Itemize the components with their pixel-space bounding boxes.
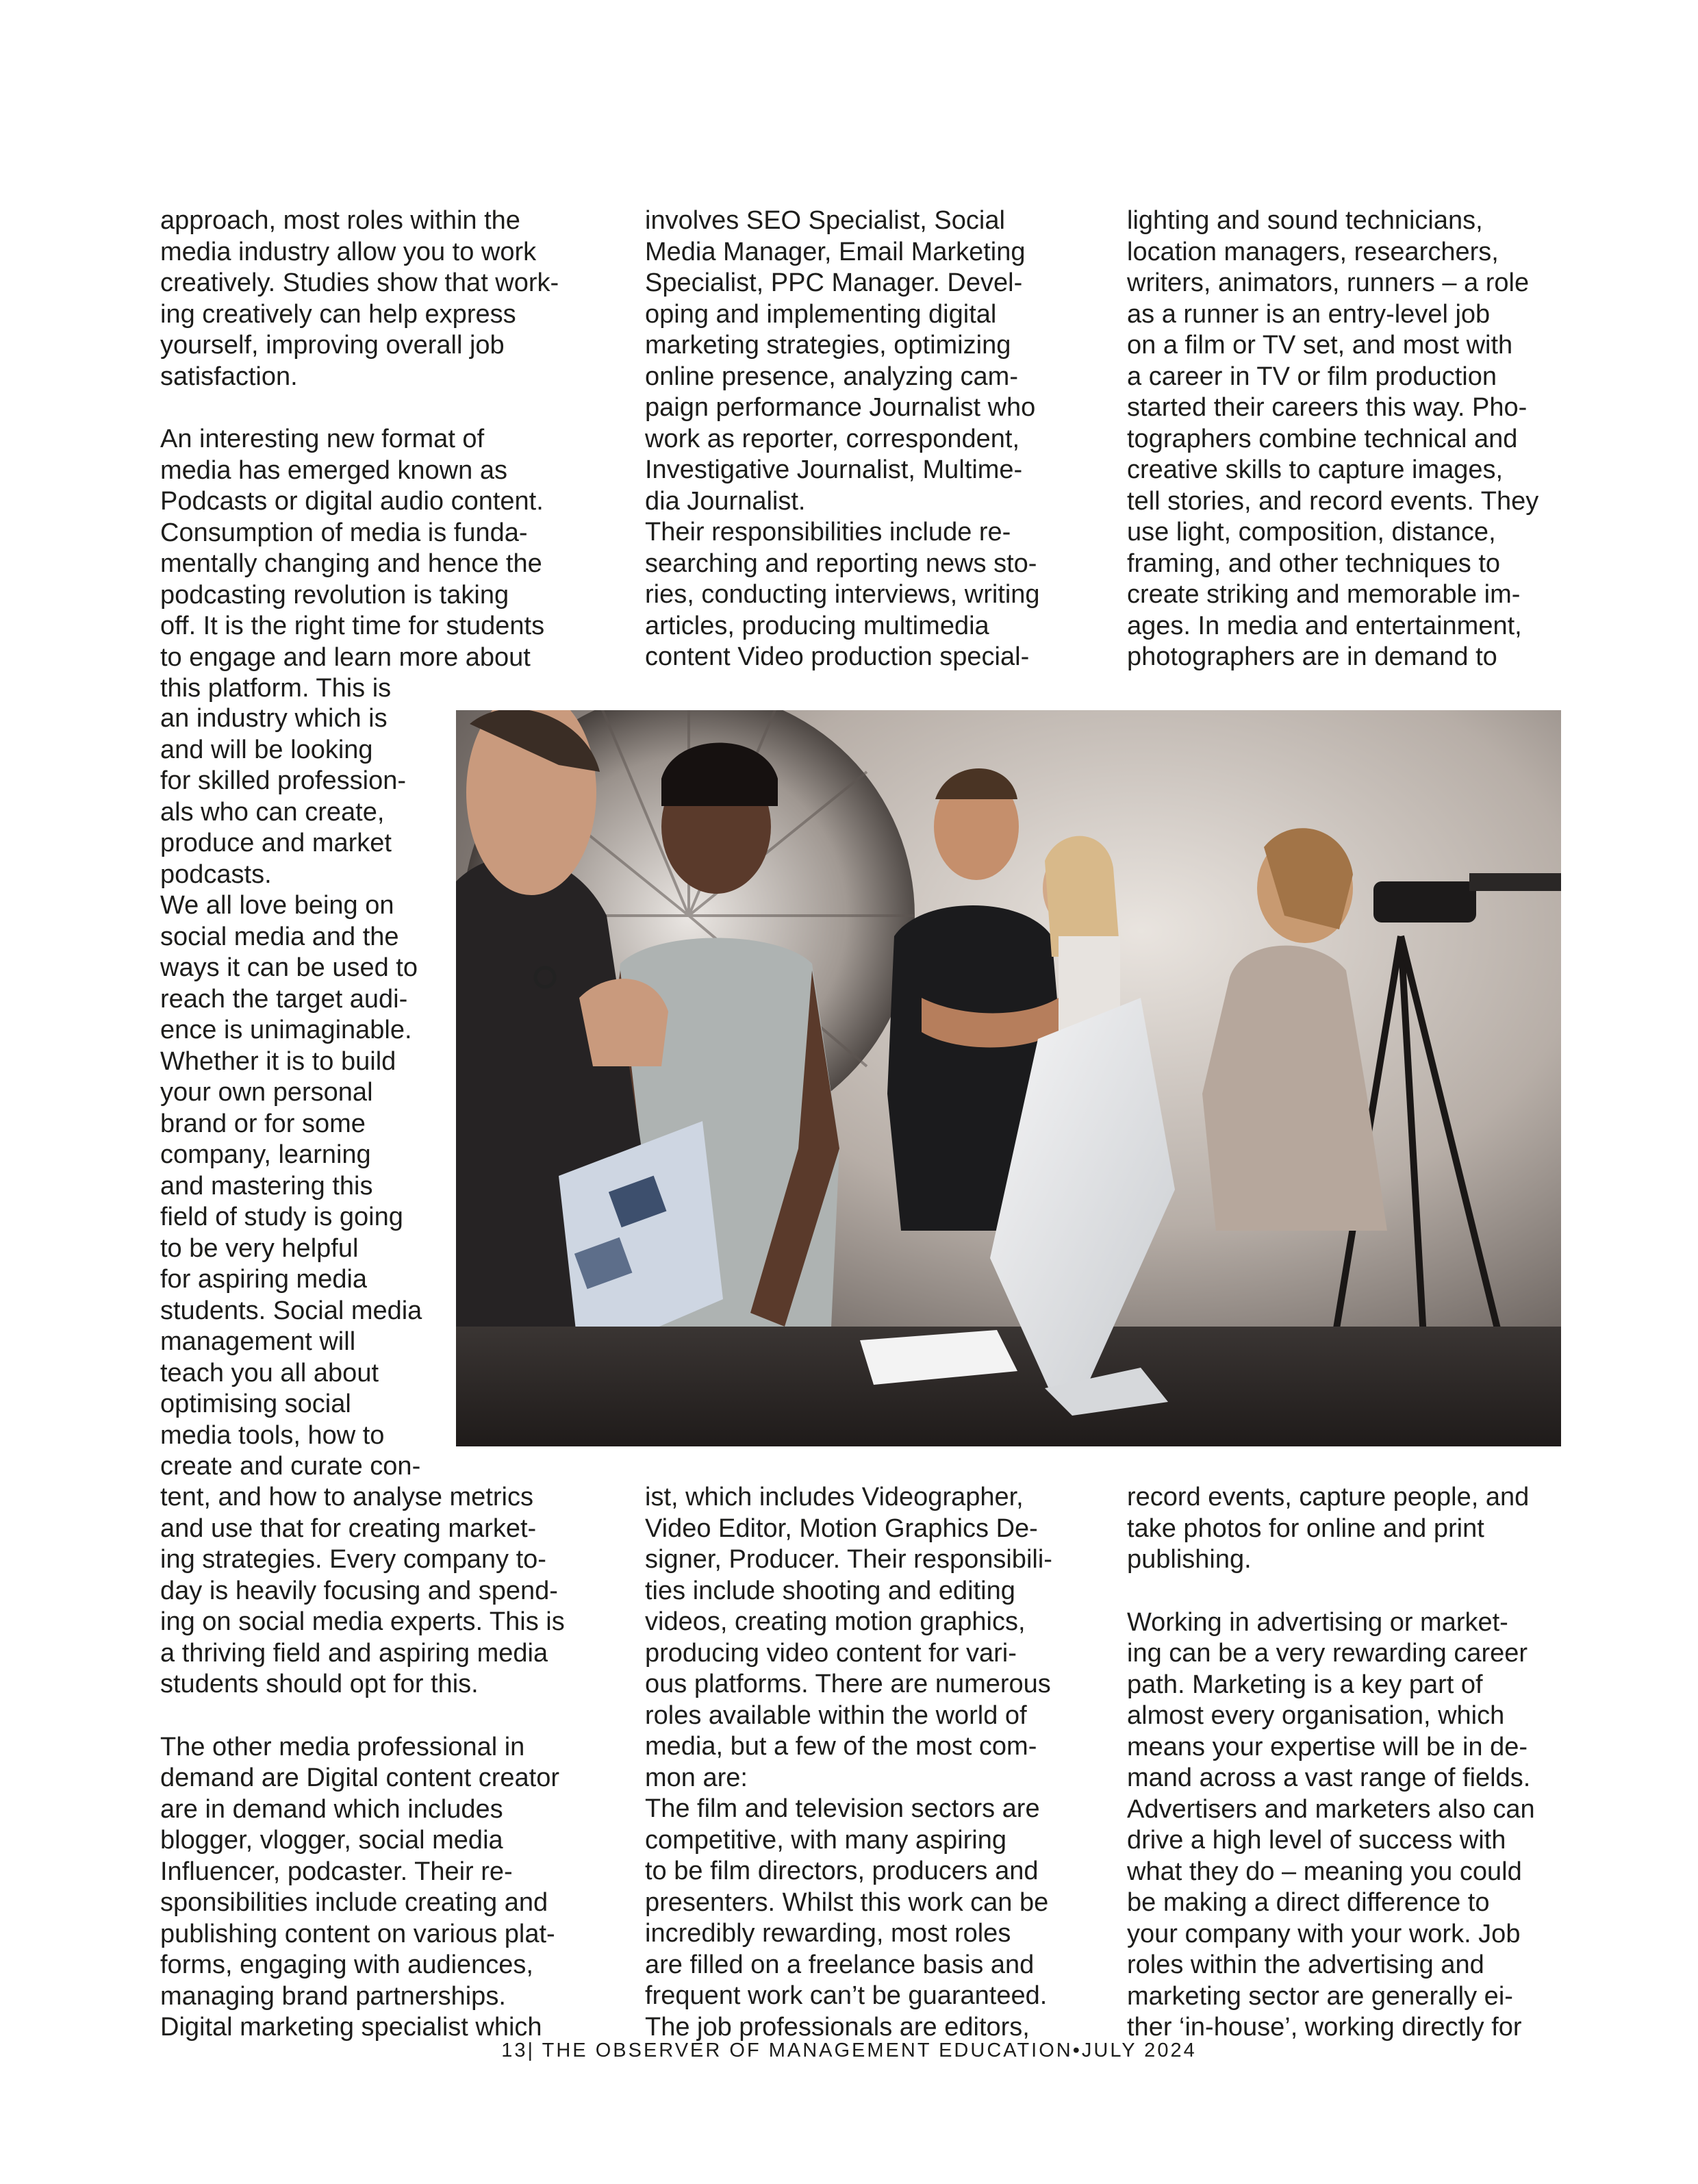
text-line: Video Editor, Motion Graphics De- [645, 1514, 1038, 1543]
text-line: sponsibilities include creating and [160, 1888, 548, 1917]
footer-separator: | [527, 2039, 535, 2061]
text-line: for skilled profession- [160, 766, 407, 795]
text-line: Digital marketing specialist which [160, 2013, 542, 2042]
text-line: to be very helpful [160, 1233, 359, 1263]
text-line: als who can create, [160, 797, 385, 827]
text-line: yourself, improving overall job [160, 331, 505, 360]
text-line: demand are Digital content creator [160, 1763, 559, 1792]
text-line: brand or for some [160, 1109, 366, 1138]
text-line: media industry allow you to work [160, 237, 537, 266]
column-1-bottom [160, 1482, 598, 2044]
paragraph [160, 1482, 598, 1700]
page-number: 13 [501, 2039, 528, 2061]
text-line: presenters. Whilst this work can be [645, 1887, 1049, 1917]
paragraph [645, 1794, 1090, 2043]
paragraph [645, 517, 1090, 673]
studio-photo-illustration [456, 710, 1561, 1446]
text-line: podcasts. [160, 859, 272, 889]
text-line: paign performance Journalist who [645, 393, 1036, 422]
text-line: Specialist, PPC Manager. Devel- [645, 268, 1023, 297]
text-line: An interesting new format of [160, 425, 485, 453]
text-line: satisfaction. [160, 362, 298, 391]
text-line: ages. In media and entertainment, [1127, 611, 1522, 640]
text-line: students. Social media [160, 1296, 422, 1325]
column-3-bottom [1127, 1482, 1572, 2044]
paragraph [645, 1482, 1090, 1794]
text-line: competitive, with many aspiring [645, 1825, 1006, 1855]
text-line: photographers are in demand to [1127, 642, 1497, 671]
text-line: use light, composition, distance, [1127, 518, 1496, 547]
text-line: reach the target audi- [160, 984, 408, 1014]
text-line: publishing content on various plat- [160, 1919, 555, 1948]
text-line: field of study is going [160, 1203, 403, 1231]
text-line: students should opt for this. [160, 1670, 479, 1698]
text-line: tographers combine technical and [1127, 424, 1518, 453]
text-line: tell stories, and record events. They [1127, 486, 1539, 516]
text-line: create and curate con- [160, 1452, 421, 1481]
text-line: and use that for creating market- [160, 1514, 537, 1543]
text-line: lighting and sound technicians, [1127, 206, 1483, 235]
text-line: are in demand which includes [160, 1794, 503, 1824]
text-line: means your expertise will be in de- [1127, 1732, 1528, 1761]
text-line: day is heavily focusing and spend- [160, 1576, 558, 1605]
text-line: Media Manager, Email Marketing [645, 237, 1026, 266]
text-line: Influencer, podcaster. Their re- [160, 1857, 513, 1886]
text-line: We all love being on [160, 891, 394, 920]
text-line: Consumption of media is funda- [160, 518, 528, 547]
text-line: media tools, how to [160, 1420, 385, 1450]
paragraph [1127, 205, 1572, 673]
text-line: teach you all about [160, 1358, 379, 1388]
text-line: Podcasts or digital audio content. [160, 487, 544, 516]
text-line: a career in TV or film production [1127, 362, 1497, 391]
text-line: producing video content for vari- [645, 1638, 1017, 1668]
text-line: ries, conducting interviews, writing [645, 580, 1040, 609]
text-line: what they do – meaning you could [1127, 1857, 1522, 1886]
text-line: optimising social [160, 1390, 351, 1418]
text-line: The job professionals are editors, [645, 2012, 1030, 2042]
text-line: writers, animators, runners – a role [1127, 268, 1530, 297]
text-line: record events, capture people, and [1127, 1483, 1530, 1511]
text-line: be making a direct difference to [1127, 1888, 1490, 1917]
text-line: media, but a few of the most com- [645, 1732, 1037, 1761]
text-line: media has emerged known as [160, 455, 507, 485]
studio-photo [456, 710, 1561, 1446]
text-line: an industry which is [160, 704, 388, 733]
text-line: produce and market [160, 829, 392, 857]
column-1-wrap-beside-photo [160, 703, 455, 1483]
text-line: on a film or TV set, and most with [1127, 331, 1513, 360]
text-line: mand across a vast range of fields. [1127, 1763, 1531, 1792]
text-line: oping and implementing digital [645, 299, 997, 329]
text-line: The film and television sectors are [645, 1794, 1040, 1823]
text-line: ing strategies. Every company to- [160, 1545, 546, 1574]
text-line: management will [160, 1327, 356, 1356]
column-3-top [1127, 205, 1572, 673]
text-line: ways it can be used to [160, 953, 418, 982]
text-line: roles within the advertising and [1127, 1950, 1484, 1979]
text-line: forms, engaging with audiences, [160, 1950, 533, 1979]
text-line: Whether it is to build [160, 1046, 396, 1076]
text-line: Their responsibilities include re- [645, 518, 1011, 547]
paragraph [1127, 1607, 1572, 2044]
text-line: started their careers this way. Pho- [1127, 393, 1528, 422]
page-footer [0, 2039, 1698, 2062]
paragraph [1127, 1482, 1572, 1576]
text-line: as a runner is an entry-level job [1127, 299, 1491, 329]
text-line: incredibly rewarding, most roles [645, 1919, 1011, 1948]
text-line: ence is unimaginable. [160, 1016, 412, 1044]
text-line: creative skills to capture images, [1127, 455, 1504, 484]
text-line: ing on social media experts. This is [160, 1607, 565, 1636]
paragraph [160, 1732, 598, 2044]
column-2-bottom [645, 1482, 1090, 2043]
issue-date: JULY 2024 [1081, 2039, 1197, 2061]
text-line: ing can be a very rewarding career [1127, 1639, 1528, 1668]
text-line: almost every organisation, which [1127, 1701, 1505, 1730]
text-line: marketing strategies, optimizing [645, 331, 1011, 360]
text-line: marketing sector are generally ei- [1127, 1981, 1513, 2011]
text-line: location managers, researchers, [1127, 237, 1499, 266]
text-line: videos, creating motion graphics, [645, 1607, 1026, 1636]
text-line: this platform. This is [160, 674, 392, 703]
text-line: framing, and other techniques to [1127, 549, 1501, 578]
text-line: ous platforms. There are numerous [645, 1670, 1051, 1698]
text-line: your company with your work. Job [1127, 1919, 1521, 1948]
text-line: ties include shooting and editing [645, 1576, 1015, 1605]
text-line: signer, Producer. Their responsibili- [645, 1545, 1052, 1574]
text-line: your own personal [160, 1078, 373, 1107]
text-line: content Video production special- [645, 642, 1030, 671]
text-line: Investigative Journalist, Multime- [645, 455, 1023, 484]
text-line: involves SEO Specialist, Social [645, 206, 1005, 235]
paragraph [160, 703, 455, 1483]
text-line: are filled on a freelance basis and [645, 1950, 1035, 1979]
text-line: articles, producing multimedia [645, 611, 989, 640]
text-line: take photos for online and print [1127, 1514, 1484, 1543]
text-line: publishing. [1127, 1545, 1252, 1574]
text-line: for aspiring media [160, 1265, 368, 1294]
text-line: create striking and memorable im- [1127, 580, 1521, 609]
footer-bullet: • [1072, 2039, 1082, 2061]
text-line: searching and reporting news sto- [645, 549, 1037, 578]
text-line: approach, most roles within the [160, 206, 520, 235]
text-line: work as reporter, correspondent, [645, 424, 1020, 453]
text-line: ist, which includes Videographer, [645, 1483, 1024, 1511]
paragraph [645, 205, 1090, 517]
text-line: creatively. Studies show that work- [160, 268, 559, 297]
text-line: ing creatively can help express [160, 299, 516, 329]
column-2-top [645, 205, 1090, 673]
text-line: mon are: [645, 1763, 748, 1792]
text-line: path. Marketing is a key part of [1127, 1670, 1483, 1699]
text-line: to engage and learn more about [160, 642, 531, 672]
text-line: tent, and how to analyse metrics [160, 1483, 533, 1511]
text-line: Advertisers and marketers also can [1127, 1794, 1535, 1824]
text-line: frequent work can’t be guaranteed. [645, 1981, 1048, 2010]
text-line: social media and the [160, 922, 399, 951]
paragraph [160, 424, 598, 705]
text-line: The other media professional in [160, 1732, 525, 1761]
text-line: mentally changing and hence the [160, 549, 542, 578]
text-line: Working in advertising or market- [1127, 1607, 1508, 1637]
desk [456, 1327, 1561, 1446]
text-line: dia Journalist. [645, 486, 806, 516]
text-line: to be film directors, producers and [645, 1857, 1039, 1885]
text-line: a thriving field and aspiring media [160, 1638, 548, 1668]
text-line: and will be looking [160, 735, 373, 764]
text-line: off. It is the right time for students [160, 612, 545, 640]
publication-name: THE OBSERVER OF MANAGEMENT EDUCATION [542, 2039, 1073, 2061]
text-line: managing brand partnerships. [160, 1981, 506, 2011]
text-line: online presence, analyzing cam- [645, 362, 1018, 391]
text-line: blogger, vlogger, social media [160, 1826, 503, 1855]
text-line: ther ‘in-house’, working directly for [1127, 2013, 1522, 2042]
text-line: drive a high level of success with [1127, 1826, 1506, 1855]
text-line: and mastering this [160, 1171, 373, 1201]
text-line: roles available within the world of [645, 1700, 1027, 1730]
paragraph [160, 205, 598, 392]
text-line: podcasting revolution is taking [160, 580, 509, 610]
text-line: company, learning [160, 1140, 371, 1169]
column-1-top [160, 205, 598, 705]
